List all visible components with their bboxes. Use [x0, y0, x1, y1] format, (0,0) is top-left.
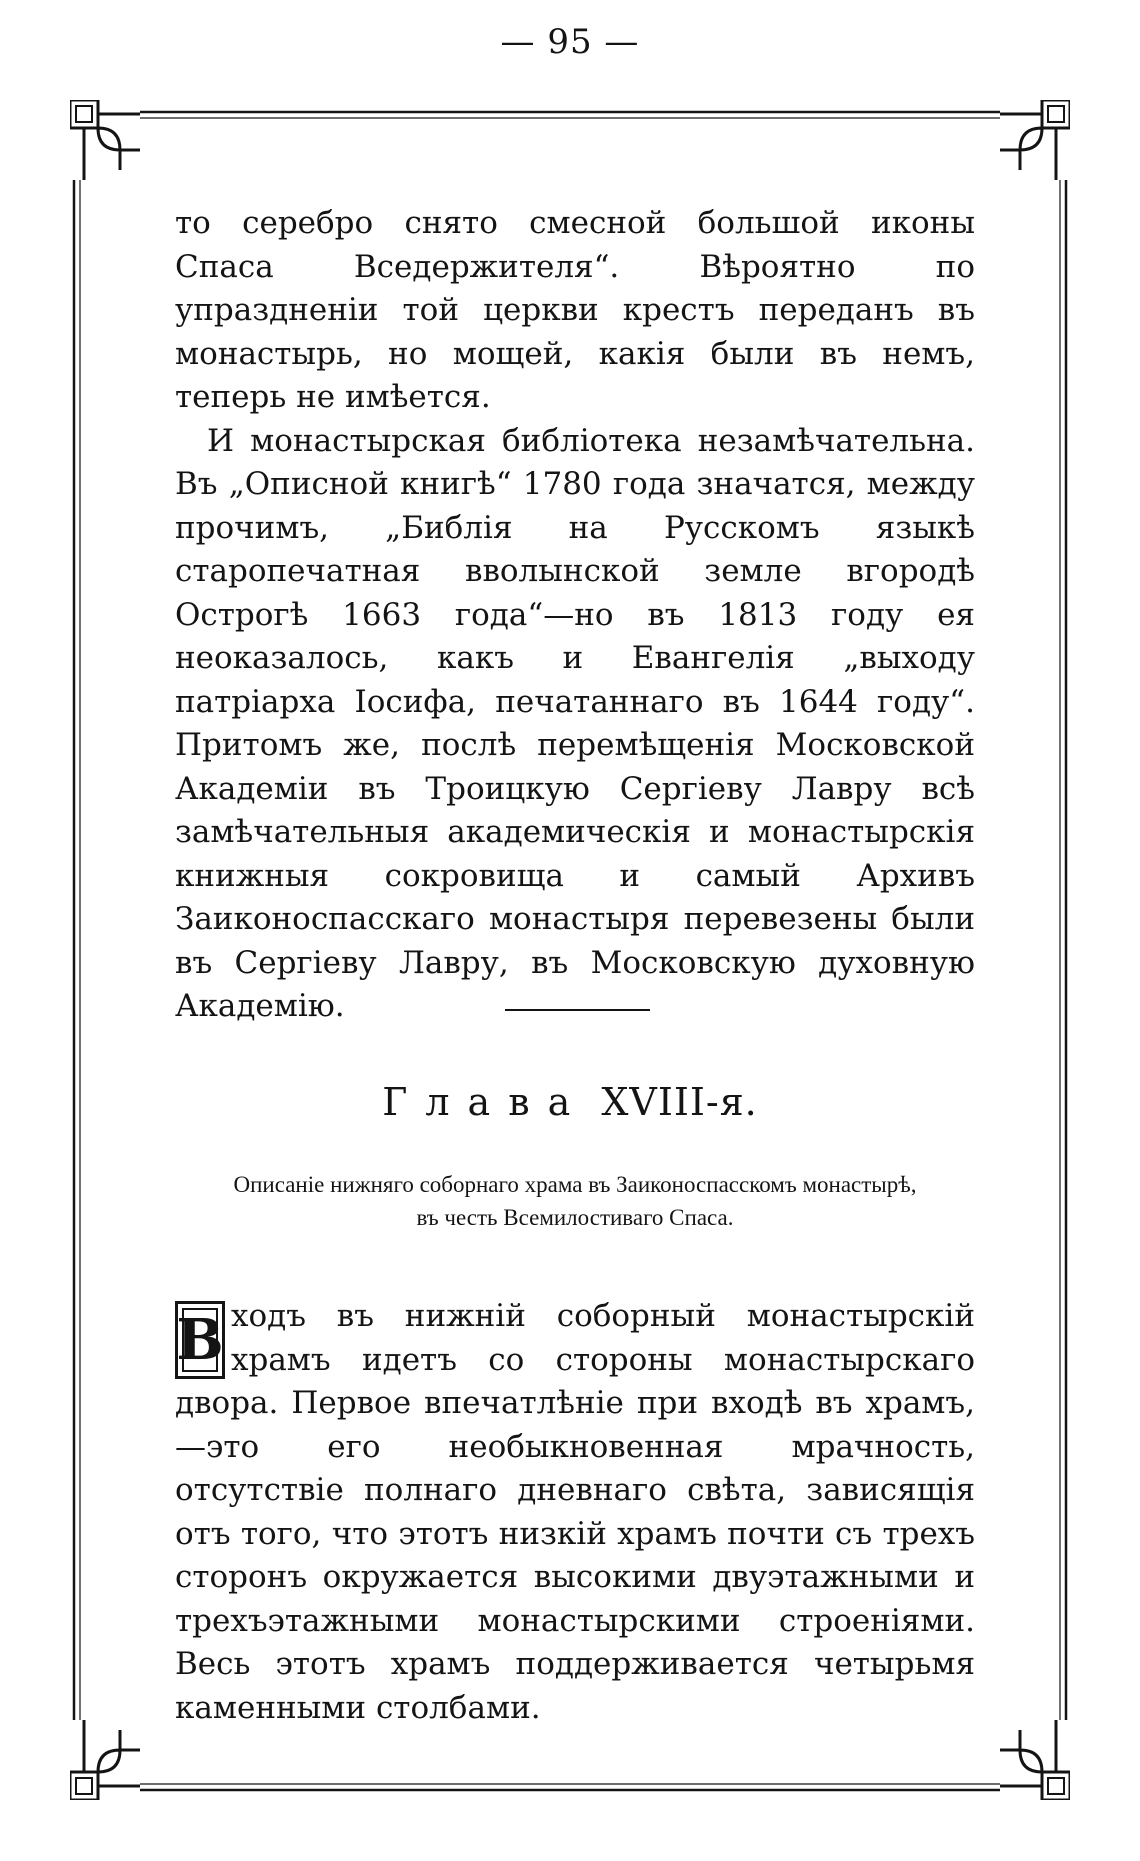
continuation-text — [175, 202, 975, 1029]
page-number: — 95 — — [500, 22, 640, 62]
chapter-body-text: ходъ въ нижній соборный монастырскій храмъ идетъ со стороны монастырскаго двора. Первое впечатлѣніе при входѣ въ храмъ,—это его необыкновенная мрачность, отсутствіе полнаго дневнаго свѣта, зависящія отъ того, что этотъ низкій храмъ почти съ трехъ сторонъ окружается высокими двуэтажными и трехъэтажными монастырскими строеніями. Весь этотъ храмъ поддерживается четырьмя каменными столбами. — [175, 1298, 975, 1726]
subtitle-line-1: Описаніе нижняго соборнаго храма въ Заиконоспасскомъ монастырѣ, — [233, 1172, 917, 1197]
chapter-title — [0, 1080, 1140, 1124]
section-separator — [505, 1009, 650, 1011]
corner-ornament-bottom-right — [1000, 1720, 1070, 1800]
chapter-number: XVIII-я. — [601, 1080, 758, 1124]
chapter-subtitle — [160, 1168, 990, 1234]
chapter-body — [175, 1295, 975, 1730]
drop-cap: В — [175, 1301, 225, 1379]
corner-ornament-bottom-left — [70, 1720, 140, 1800]
chapter-word: Глава — [382, 1080, 589, 1124]
subtitle-line-2: въ честь Всемилостиваго Спаса. — [416, 1205, 734, 1230]
paragraph-2: И монастырская библіотека незамѣчательна. Въ „Описной книгѣ“ 1780 года значатся, между прочимъ, „Библія на Русскомъ языкѣ старопечатная вволынской земле вгородѣ Острогѣ 1663 года“—но въ 1813 году ея неоказалось, какъ и Евангелія „выходу патріарха Іосифа, печатаннаго въ 1644 году“. Притомъ же, послѣ перемѣщенія Московской Академіи въ Троицкую Сергіеву Лавру всѣ замѣчательныя академическія и монастырскія книжныя сокровища и самый Архивъ Заиконоспасскаго монастыря перевезены были въ Сергіеву Лавру, въ Московскую духовную Академію. — [175, 422, 975, 1024]
corner-ornament-top-right — [1000, 100, 1070, 180]
corner-ornament-top-left — [70, 100, 140, 180]
paragraph-1: то серебро снято смесной большой иконы Спаса Вседержителя“. Вѣроятно по упраздненіи той церкви крестъ переданъ въ монастырь, но мощей, какія были въ немъ, теперь не имѣется. — [175, 205, 975, 415]
